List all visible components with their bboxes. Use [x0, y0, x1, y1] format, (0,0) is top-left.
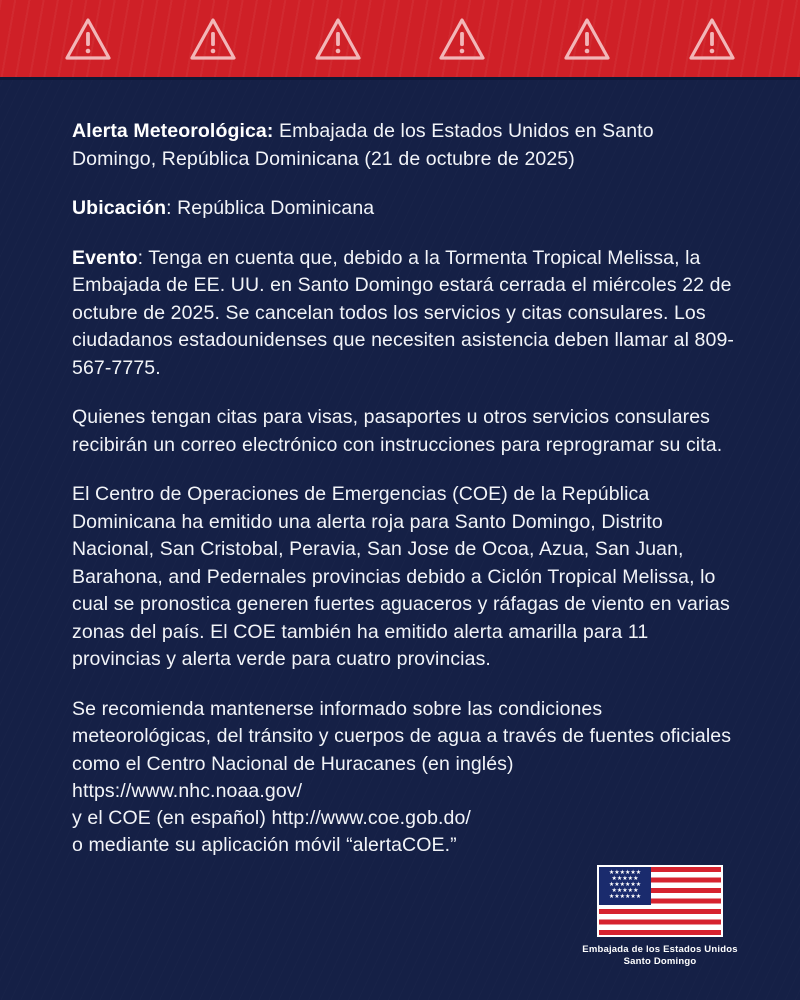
seal-caption-line2: Santo Domingo	[623, 956, 697, 967]
paragraph-coe-link	[72, 805, 738, 833]
paragraph-text: Embajada de los Estados Unidos en Santo Domingo, República Dominicana (21 de octubre de 2025)	[72, 120, 654, 170]
paragraph-text: o mediante su aplicación móvil “alertaCOE.”	[72, 834, 457, 856]
paragraph-lead: Evento	[72, 246, 138, 269]
warning-triangle-icon	[689, 18, 735, 60]
paragraph-recommendation	[72, 696, 738, 806]
paragraph-appointments	[72, 404, 738, 459]
paragraph-text: El Centro de Operaciones de Emergencias (COE) de la República Dominicana ha emitido una alerta roja para Santo Domingo, Distrito Nacional, San Cristobal, Peravia, San Jose de Ocoa, Azua, San Juan, Barahona, and Pedernales provincias debido a Ciclón Tropical Melissa, lo cual se pronostica generen fuertes aguaceros y ráfagas de viento en varias zonas del país. El COE también ha emitido alerta amarilla para 11 provincias y alerta verde para cuatro provincias.	[72, 483, 730, 670]
warning-triangle-icon	[65, 18, 111, 60]
coe-url-text: y el COE (en español) http://www.coe.gob.do/	[72, 806, 471, 829]
seal-caption	[572, 944, 748, 968]
warning-triangle-icon	[564, 18, 610, 60]
paragraph-lead: Ubicación	[72, 197, 167, 219]
paragraph-location	[72, 195, 738, 223]
warning-triangle-icon	[439, 18, 485, 60]
warning-triangle-icon	[315, 18, 361, 60]
paragraph-headline	[72, 118, 738, 173]
paragraph-text: Se recomienda mantenerse informado sobre las condiciones meteorológicas, del tránsito y cuerpos de agua a través de fuentes oficiales como el Centro Nacional de Huracanes (en inglés) https://www.nhc.noaa.gov/	[72, 697, 732, 802]
us-flag-icon: ★★★★★★ ★★★★★ ★★★★★★ ★★★★★ ★★★★★★	[597, 865, 723, 937]
alert-banner	[0, 0, 800, 80]
alert-body	[0, 80, 800, 882]
paragraph-event	[72, 245, 738, 383]
seal-caption-line1: Embajada de los Estados Unidos	[582, 944, 738, 955]
paragraph-text: : República Dominicana	[166, 197, 375, 219]
warning-triangle-icon	[190, 18, 236, 60]
paragraph-app	[72, 832, 738, 860]
embassy-seal	[572, 865, 748, 968]
paragraph-text: Quienes tengan citas para visas, pasaportes u otros servicios consulares recibirán un correo electrónico con instrucciones para reprogramar su cita.	[72, 406, 723, 456]
paragraph-coe-alert	[72, 481, 738, 674]
paragraph-text: : Tenga en cuenta que, debido a la Tormenta Tropical Melissa, la Embajada de EE. UU. en Santo Domingo estará cerrada el miércoles 22 de octubre de 2025. Se cancelan todos los servicios y citas consulares. Los ciudadanos estadounidenses que necesiten asistencia deben llamar al 809-567-7775.	[72, 246, 734, 379]
paragraph-lead: Alerta Meteorológica:	[72, 120, 274, 142]
